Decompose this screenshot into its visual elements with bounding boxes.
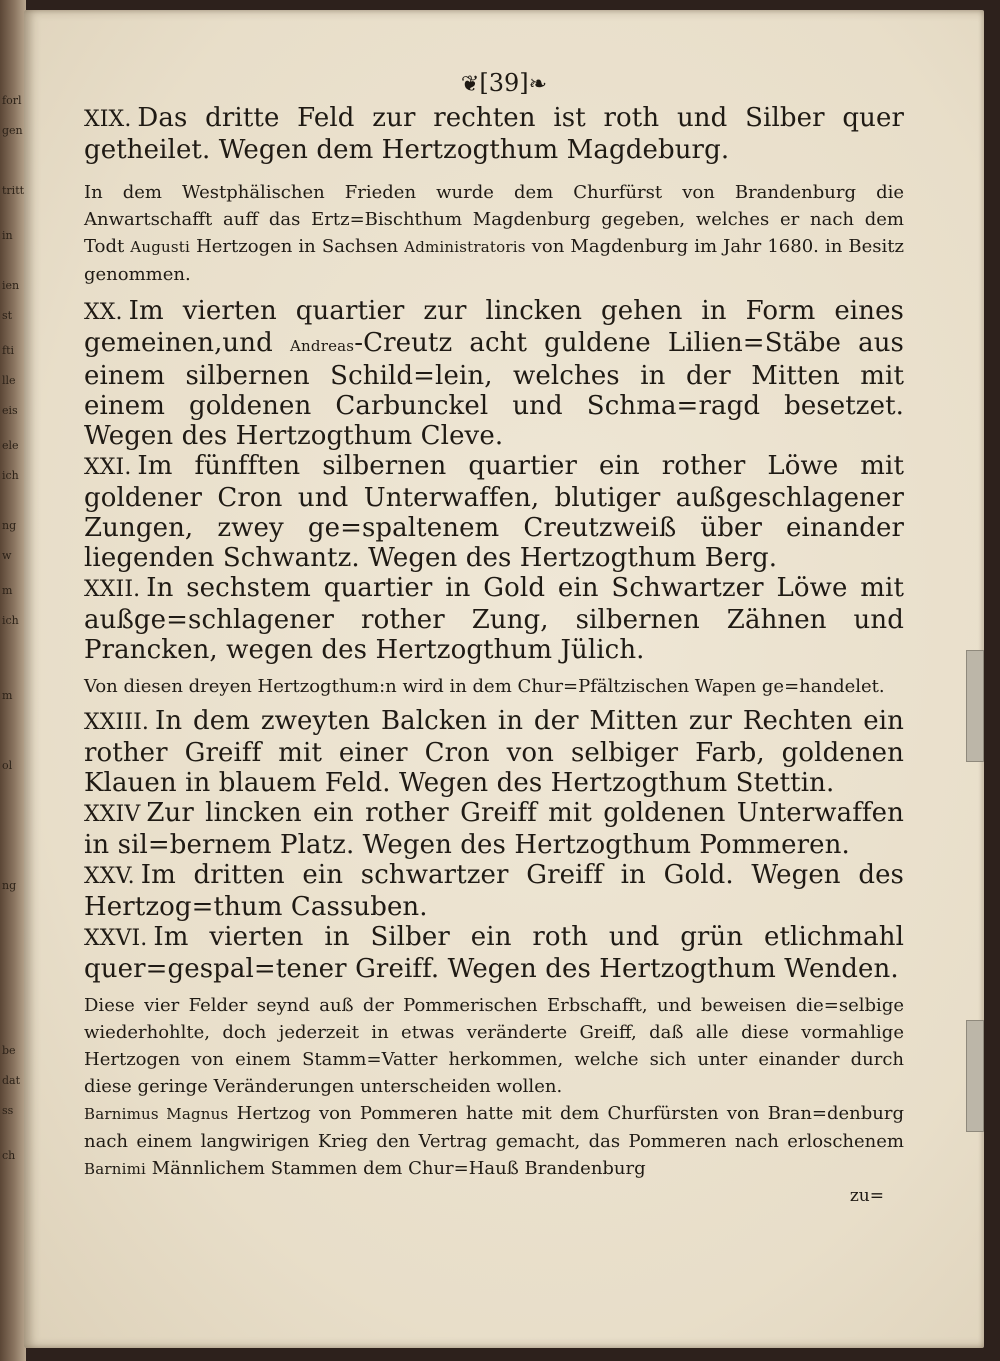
page-clip [966, 650, 984, 762]
left-fragment: be [2, 1044, 16, 1057]
section-text: Im fünfften silbernen quartier ein rother Löwe mit goldener Cron und Unterwaffen, blutiger außgeschlagener Zungen, zwey ge=spaltenem Creutzweiß über einander liegenden Schwantz. Wegen des Hertzogthum Berg. [84, 451, 904, 573]
section-number: XIX. [84, 107, 132, 132]
note-text: Hertzogen in Sachsen [189, 236, 405, 257]
ornament-left-icon: ❦ [460, 72, 480, 97]
section-xxvi [84, 922, 904, 984]
section-text: Im vierten in Silber ein roth und grün etlichmahl quer=gespal=tener Greiff. Wegen des Hertzogthum Wenden. [84, 922, 904, 984]
note-text: von Magdenburg im Jahr 1680. in Besitz genommen. [84, 236, 904, 285]
section-text: Im dritten ein schwartzer Greiff in Gold. Wegen des Hertzog=thum Cassuben. [84, 860, 904, 922]
left-fragment: ien [2, 279, 20, 292]
left-fragment: st [2, 309, 13, 322]
left-fragment: m [2, 584, 13, 597]
section-number: XXIV [84, 802, 141, 827]
page-clip [966, 1020, 984, 1132]
section-text: Das dritte Feld zur rechten ist roth und Silber quer getheilet. Wegen dem Hertzogthum Magdeburg. [84, 103, 904, 165]
section-xx [84, 296, 904, 451]
latin-name: Barnimus Magnus [84, 1105, 229, 1123]
left-fragment: ol [2, 759, 13, 772]
latin-name: Administratoris [404, 238, 526, 256]
ornament-right-icon: ❧ [528, 72, 548, 97]
left-fragment: ss [2, 1104, 14, 1117]
section-text: Im vierten quartier zur lincken gehen in Form eines gemeinen,und [84, 296, 904, 358]
left-fragment: w [2, 549, 12, 562]
section-xix [84, 103, 904, 165]
left-fragment: in [2, 229, 13, 242]
section-xxiv [84, 798, 904, 860]
section-number: XXI. [84, 455, 132, 480]
note-kurpfalz: Von diesen dreyen Hertzogthum:n wird in dem Chur=Pfältzischen Wapen ge=handelet. [84, 676, 885, 697]
left-fragment: ch [2, 1149, 16, 1162]
book-page [24, 10, 984, 1348]
note-westphalia [84, 179, 904, 288]
page-text [84, 65, 904, 1207]
left-fragment: ich [2, 469, 19, 482]
section-number: XXII. [84, 577, 141, 602]
left-fragment: ele [2, 439, 19, 452]
section-xxi [84, 451, 904, 573]
section-number: XXIII. [84, 710, 149, 735]
left-fragment: dat [2, 1074, 21, 1087]
section-text: In dem zweyten Balcken in der Mitten zur Rechten ein rother Greiff mit einer Cron von selbiger Farb, goldenen Klauen in blauem Feld. Wegen des Hertzogthum Stettin. [84, 706, 904, 798]
left-fragment: ich [2, 614, 19, 627]
left-fragment: ng [2, 519, 17, 532]
section-xxiii [84, 706, 904, 798]
section-text: In sechstem quartier in Gold ein Schwartzer Löwe mit außge=schlagener rother Zung, silbernen Zähnen und Prancken, wegen des Hertzogthum Jülich. [84, 573, 904, 665]
left-fragment: forl [2, 94, 22, 107]
note-text: Männlichem Stammen dem Chur=Hauß Brandenburg [146, 1158, 646, 1179]
section-text: -Creutz acht guldene Lilien=Stäbe aus einem silbernen Schild=lein, welches in der Mitten mit einem goldenen Carbunckel und Schma=ragd besetzet. Wegen des Hertzogthum Cleve. [84, 328, 904, 451]
note-barnimus [84, 1100, 904, 1183]
note-text: In dem Westphälischen Frieden wurde dem Churfürst von Brandenburg die Anwartschafft auff das Ertz=Bischthum Magdenburg gegeben, welches er nach dem Todt [84, 182, 904, 257]
latin-name: Barnimi [84, 1160, 147, 1178]
left-fragment: lle [2, 374, 16, 387]
left-fragment: m [2, 689, 13, 702]
note-text: Hertzog von Pommeren hatte mit dem Churfürsten von Bran=denburg nach einem langwirigen Krieg den Vertrag gemacht, das Pommeren nach erloschenem [84, 1103, 904, 1152]
section-number: XXV. [84, 864, 135, 889]
left-fragment: fti [2, 344, 15, 357]
left-fragment: gen [2, 124, 23, 137]
section-number: XX. [84, 300, 123, 325]
latin-name: Andreas [290, 337, 355, 355]
section-xxv [84, 860, 904, 922]
latin-name: Augusti [130, 238, 190, 256]
left-fragment: ng [2, 879, 17, 892]
page-header: ❦[39]❧ [460, 69, 548, 97]
left-fragment: eis [2, 404, 18, 417]
catchword: zu= [849, 1186, 884, 1206]
adjacent-page-edge [0, 0, 26, 1361]
note-pommern: Diese vier Felder seynd auß der Pommerischen Erbschafft, und beweisen die=selbige wiederhohlte, doch jederzeit in etwas veränderte Greiff, daß alle diese vormahlige Hertzogen von einem Stamm=Vatter herkommen, welche sich unter einander durch diese geringe Veränderungen unterscheiden wollen. [84, 995, 904, 1097]
section-text: Zur lincken ein rother Greiff mit goldenen Unterwaffen in sil=bernem Platz. Wegen des Hertzogthum Pommeren. [84, 798, 904, 860]
section-number: XXVI. [84, 926, 148, 951]
page-number: 39 [488, 69, 520, 97]
left-fragment: tritt [2, 184, 25, 197]
section-xxii [84, 573, 904, 665]
